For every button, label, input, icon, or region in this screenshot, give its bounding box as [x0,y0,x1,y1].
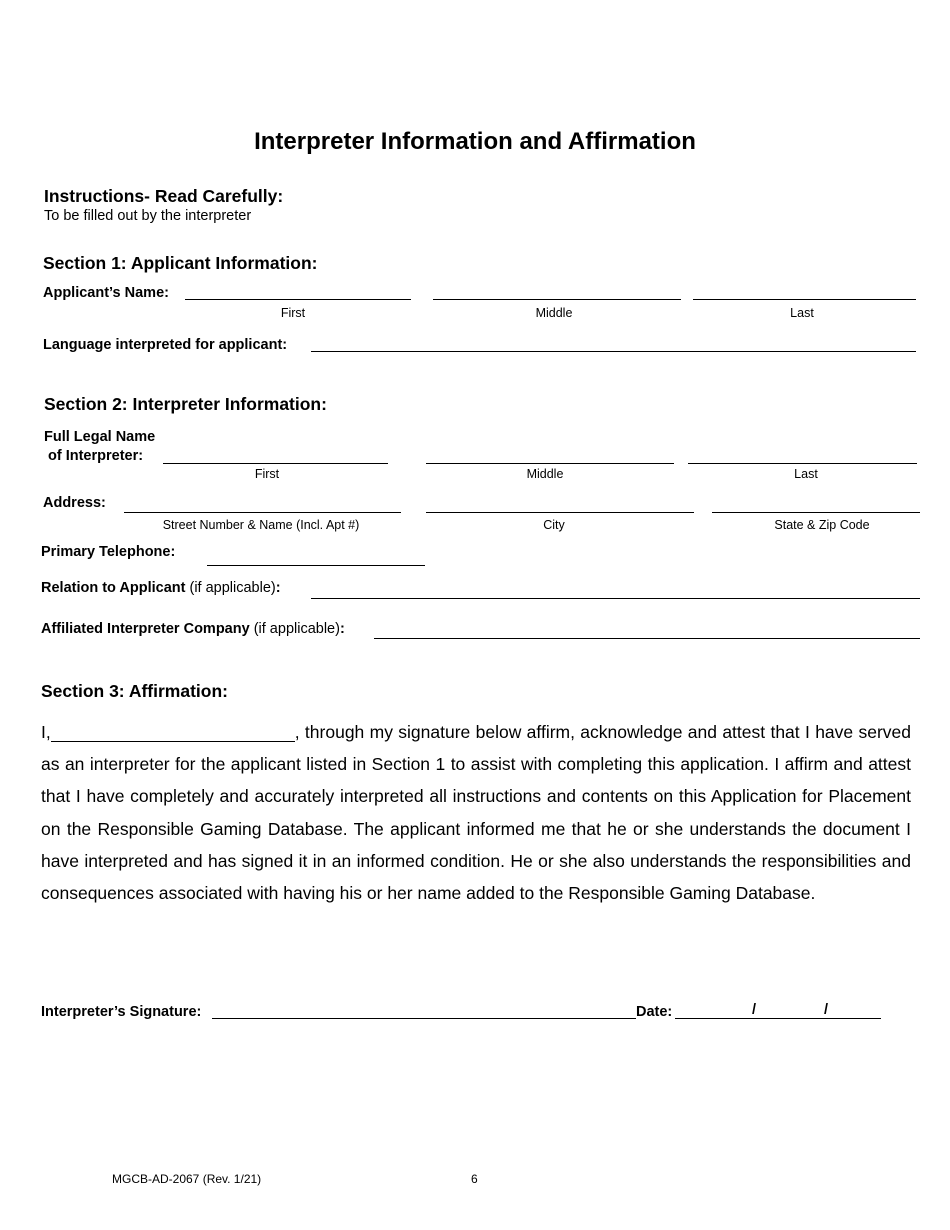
city-field[interactable] [426,512,694,513]
instructions-heading: Instructions- Read Carefully: [44,186,284,206]
date-separator-2: / [824,1002,829,1018]
affirmation-paragraph [41,716,911,909]
company-note: (if applicable) [253,621,340,637]
date-label: Date: [636,1004,673,1020]
applicant-first-name-field[interactable] [185,299,411,300]
section3-heading: Section 3: Affirmation: [41,681,228,701]
date-separator-1: / [752,1002,757,1018]
relation-colon: : [275,580,281,596]
interpreter-middle-name-field[interactable] [426,463,674,464]
relation-label [41,580,281,596]
affirmation-text: , through my signature below affirm, acknowledge and attest that I have served as an interpreter for the applicant listed in Section 1 to assist with completing this application. I affirm and attest that I have completely and accurately interpreted all instructions and contents on this Application for Placement on the Responsible Gaming Database. The applicant informed me that he or she understands the document I have interpreted and has signed it in an informed condition. He or she also understands the responsibilities and consequences associated with having his or her name added to the Responsible Gaming Database. [41,722,911,904]
form-id: MGCB-AD-2067 (Rev. 1/21) [112,1172,262,1186]
telephone-field[interactable] [207,565,425,566]
signature-label: Interpreter’s Signature: [41,1004,202,1020]
interpreter-first-caption: First [254,467,280,481]
relation-note: (if applicable) [189,580,276,596]
interpreter-first-name-field[interactable] [163,463,388,464]
relation-label-text: Relation to Applicant [41,580,186,596]
applicant-last-name-field[interactable] [693,299,916,300]
page-title: Interpreter Information and Affirmation [254,128,696,155]
applicant-name-label: Applicant’s Name: [43,285,169,301]
address-label: Address: [43,495,106,511]
company-label-text: Affiliated Interpreter Company [41,621,250,637]
section2-heading: Section 2: Interpreter Information: [44,394,327,414]
interpreter-last-name-field[interactable] [688,463,917,464]
applicant-last-caption: Last [790,306,814,320]
affirmation-name-field[interactable] [51,723,295,742]
page-number: 6 [471,1172,478,1186]
street-address-field[interactable] [124,512,401,513]
instructions-text: To be filled out by the interpreter [44,208,252,224]
applicant-first-caption: First [280,306,306,320]
interpreter-last-caption: Last [794,467,818,481]
city-caption: City [543,518,565,532]
language-label: Language interpreted for applicant: [43,337,288,353]
telephone-label: Primary Telephone: [41,544,176,560]
state-zip-field[interactable] [712,512,920,513]
section1-heading: Section 1: Applicant Information: [43,253,318,273]
company-colon: : [339,621,345,637]
full-legal-name-label: Full Legal Name [44,429,156,445]
company-field[interactable] [374,638,920,639]
state-zip-caption: State & Zip Code [774,518,870,532]
interpreter-middle-caption: Middle [526,467,564,481]
company-label [41,621,345,637]
relation-field[interactable] [311,598,920,599]
language-field[interactable] [311,351,916,352]
applicant-middle-caption: Middle [535,306,573,320]
street-caption: Street Number & Name (Incl. Apt #) [162,518,360,532]
signature-field[interactable] [212,1018,636,1019]
date-field[interactable] [675,1018,881,1019]
applicant-middle-name-field[interactable] [433,299,681,300]
of-interpreter-label: of Interpreter: [48,448,144,464]
affirmation-start: I, [41,722,51,742]
